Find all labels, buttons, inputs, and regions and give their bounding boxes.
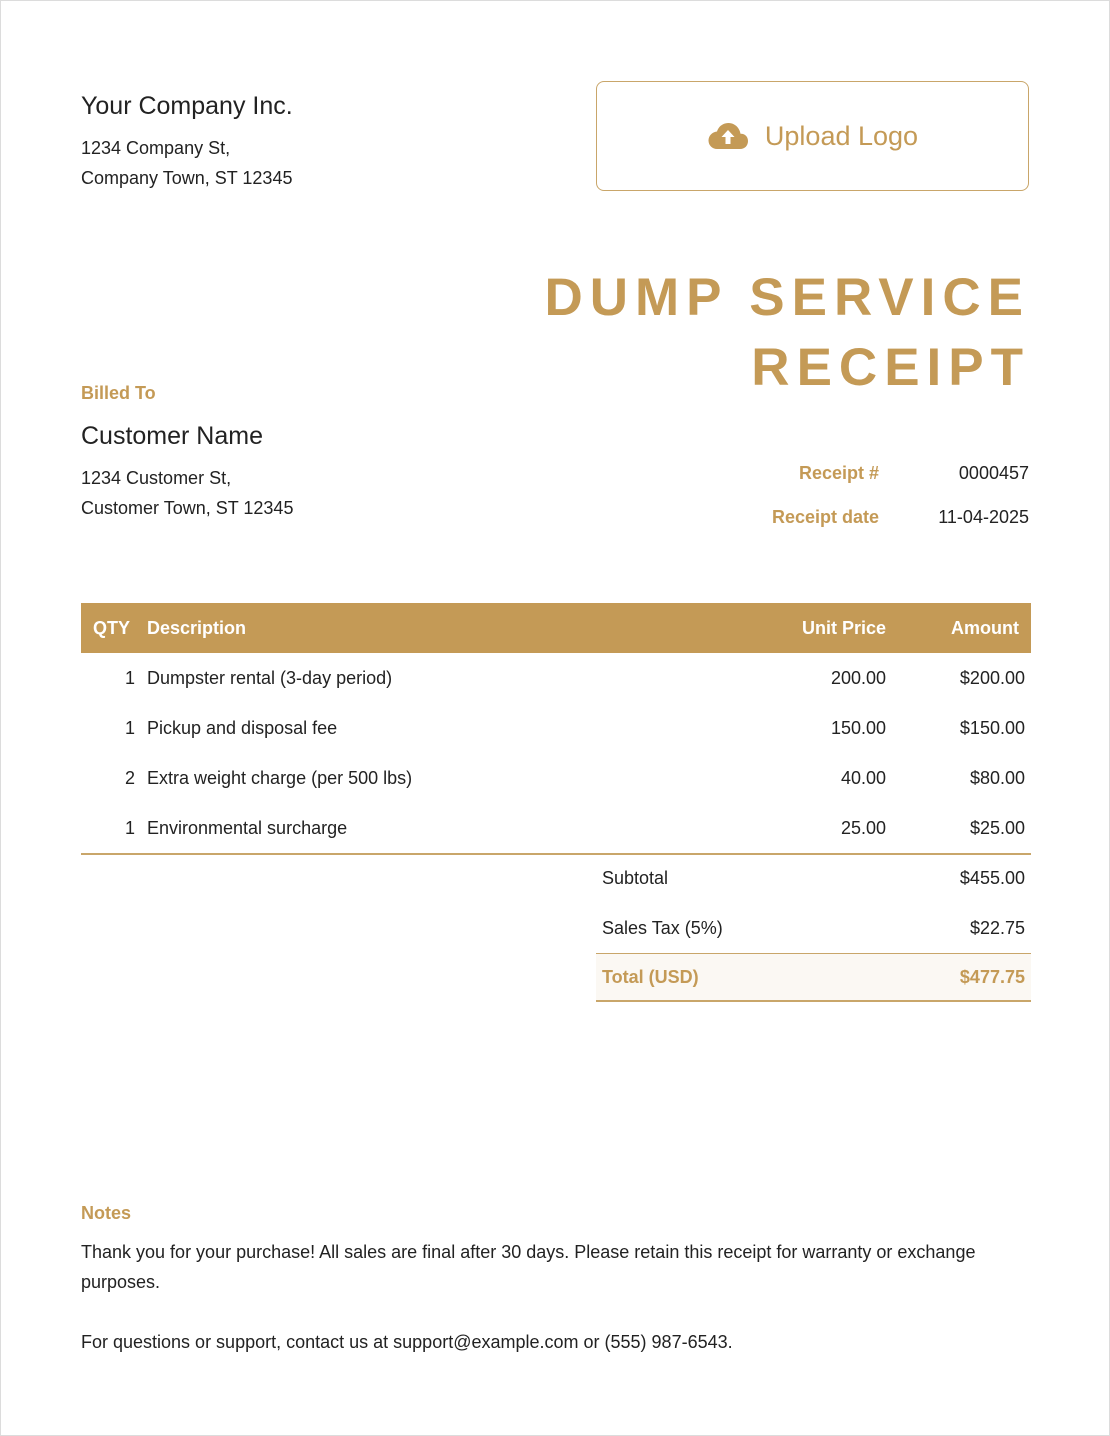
row-amount: $80.00 [969, 767, 1025, 788]
tax-label: Sales Tax (5%) [602, 917, 723, 938]
notes-label: Notes [81, 1203, 132, 1223]
row-unit-price: 40.00 [840, 767, 886, 788]
receipt-number-value: 0000457 [958, 462, 1029, 483]
company-address-line2: Company Town, ST 12345 [81, 168, 293, 188]
subtotal-row [596, 853, 1031, 903]
document-title-line1: DUMP SERVICE [544, 268, 1030, 327]
company-address-line1: 1234 Company St, [81, 138, 231, 158]
table-row [81, 803, 1031, 853]
customer-address [81, 463, 293, 523]
header-qty: QTY [93, 617, 131, 638]
total-value: $477.75 [959, 966, 1025, 987]
header-description: Description [147, 617, 247, 638]
receipt-date-row [629, 495, 1029, 539]
upload-logo-label: Upload Logo [764, 120, 919, 151]
row-description: Pickup and disposal fee [147, 717, 338, 738]
table-row [81, 653, 1031, 703]
billed-to-label: Billed To [81, 383, 156, 403]
row-unit-price: 150.00 [830, 717, 886, 738]
tax-row [596, 903, 1031, 953]
upload-logo-button[interactable] [596, 81, 1029, 191]
notes-block [81, 1237, 1041, 1357]
row-amount: $25.00 [969, 817, 1025, 838]
row-qty: 1 [124, 817, 135, 838]
row-qty: 1 [124, 717, 135, 738]
customer-name: Customer Name [81, 422, 263, 450]
document-title-line2: RECEIPT [751, 338, 1030, 397]
receipt-date-value: 11-04-2025 [938, 506, 1029, 527]
row-unit-price: 25.00 [840, 817, 886, 838]
subtotal-label: Subtotal [602, 867, 669, 888]
subtotal-value: $455.00 [959, 867, 1025, 888]
row-description: Environmental surcharge [147, 817, 348, 838]
header-unit-price: Unit Price [801, 617, 886, 638]
row-qty: 2 [124, 767, 135, 788]
company-address [81, 133, 293, 193]
receipt-meta [629, 451, 1029, 539]
row-amount: $200.00 [959, 667, 1025, 688]
company-block [81, 89, 293, 193]
line-items-table [81, 603, 1031, 855]
table-row [81, 703, 1031, 753]
tax-value: $22.75 [969, 917, 1025, 938]
support-text: For questions or support, contact us at support@example.com or (555) 987-6543. [81, 1332, 733, 1352]
total-label: Total (USD) [602, 966, 699, 987]
customer-address-line1: 1234 Customer St, [81, 468, 232, 488]
notes-text: Thank you for your purchase! All sales are final after 30 days. Please retain this receipt for warranty or exchange purposes. [81, 1242, 976, 1292]
row-description: Dumpster rental (3-day period) [147, 667, 393, 688]
receipt-date-label: Receipt date [771, 506, 879, 527]
receipt-number-label: Receipt # [798, 462, 879, 483]
customer-address-line2: Customer Town, ST 12345 [81, 498, 294, 518]
header-amount: Amount [951, 617, 1019, 638]
row-amount: $150.00 [959, 717, 1025, 738]
row-unit-price: 200.00 [830, 667, 886, 688]
receipt-number-row [629, 451, 1029, 495]
totals-block [596, 853, 1031, 1002]
row-description: Extra weight charge (per 500 lbs) [147, 767, 413, 788]
document-title [544, 263, 1030, 403]
cloud-upload-icon [707, 121, 749, 151]
customer-block [81, 419, 293, 523]
row-qty: 1 [124, 667, 135, 688]
table-row [81, 753, 1031, 803]
table-header [81, 603, 1031, 653]
company-name: Your Company Inc. [81, 92, 293, 120]
total-row [596, 953, 1031, 1002]
